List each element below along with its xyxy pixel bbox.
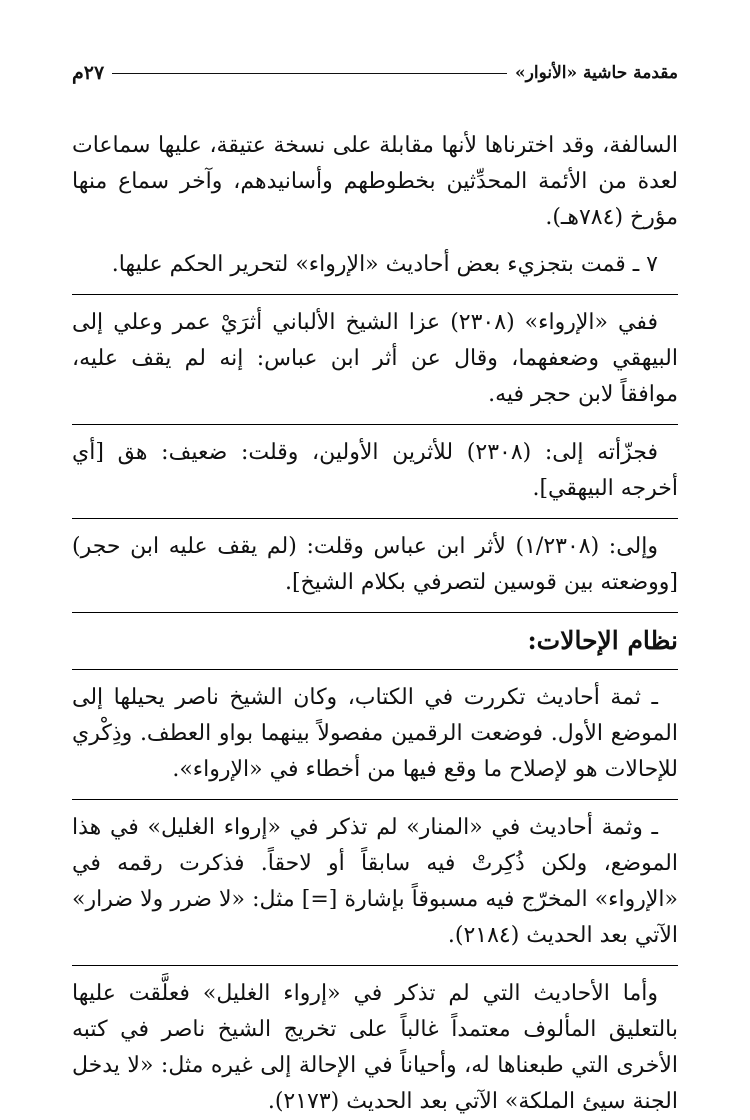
separator-line (72, 294, 678, 295)
paragraph: وأما الأحاديث التي لم تذكر في «إرواء الغليل» فعلَّقت عليها بالتعليق المألوف معتمداً غالباً على تخريج الشيخ ناصر في كتبه الأخرى التي طبعناها له، وأحياناً في الإحالة إلى غيره مثل: «لا يدخل الجنة سيئ الملكة» الآتي بعد الحديث (٢١٧٣). (72, 981, 678, 1114)
header-rule (112, 73, 507, 74)
separator-line (72, 965, 678, 966)
paragraph: ـ ثمة أحاديث تكررت في الكتاب، وكان الشيخ ناصر يحيلها إلى الموضع الأول. فوضعت الرقمين مفصولاً بينهما بواو العطف. وذِكْري للإحالات هو لإصلاح ما وقع فيها من أخطاء في «الإرواء». (72, 685, 678, 782)
separator-line (72, 669, 678, 670)
separator-line (72, 518, 678, 519)
section-heading: نظام الإحالات: (527, 626, 678, 655)
document-body (72, 128, 678, 1120)
separator-line (72, 612, 678, 613)
paragraph: ٧ ـ قمت بتجزيء بعض أحاديث «الإرواء» لتحرير الحكم عليها. (111, 252, 658, 277)
paragraph: ففي «الإرواء» (٢٣٠٨) عزا الشيخ الألباني أثرَيْ عمر وعلي إلى البيهقي وضعفهما، وقال عن أثر ابن عباس: إنه لم يقف عليه، موافقاً لابن حجر فيه. (72, 310, 678, 407)
paragraph: وإلى: (١/٢٣٠٨) لأثر ابن عباس وقلت: (لم يقف عليه ابن حجر) [ووضعته بين قوسين لتصرفي بكلام الشيخ]. (72, 534, 678, 595)
running-header (72, 58, 678, 88)
header-title: مقدمة حاشية «الأنوار» (515, 63, 678, 83)
separator-line (72, 799, 678, 800)
separator-line (72, 424, 678, 425)
paragraph: ـ وثمة أحاديث في «المنار» لم تذكر في «إرواء الغليل» في هذا الموضع، ولكن ذُكِرتْ فيه سابقاً أو لاحقاً. فذكرت رقمه في «الإرواء» المخرّج فيه مسبوقاً بإشارة [=] مثل: «لا ضرر ولا ضرار» الآتي بعد الحديث (٢١٨٤). (72, 815, 678, 948)
paragraph: السالفة، وقد اخترناها لأنها مقابلة على نسخة عتيقة، عليها سماعات لعدة من الأئمة المحدِّثين بخطوطهم وأسانيدهم، وآخر سماع منها مؤرخ (٧٨٤هـ). (72, 133, 678, 230)
paragraph: فجزّأته إلى: (٢٣٠٨) للأثرين الأولين، وقلت: ضعيف: هق [أي أخرجه البيهقي]. (72, 440, 678, 501)
page-number: ٢٧م (72, 62, 105, 84)
